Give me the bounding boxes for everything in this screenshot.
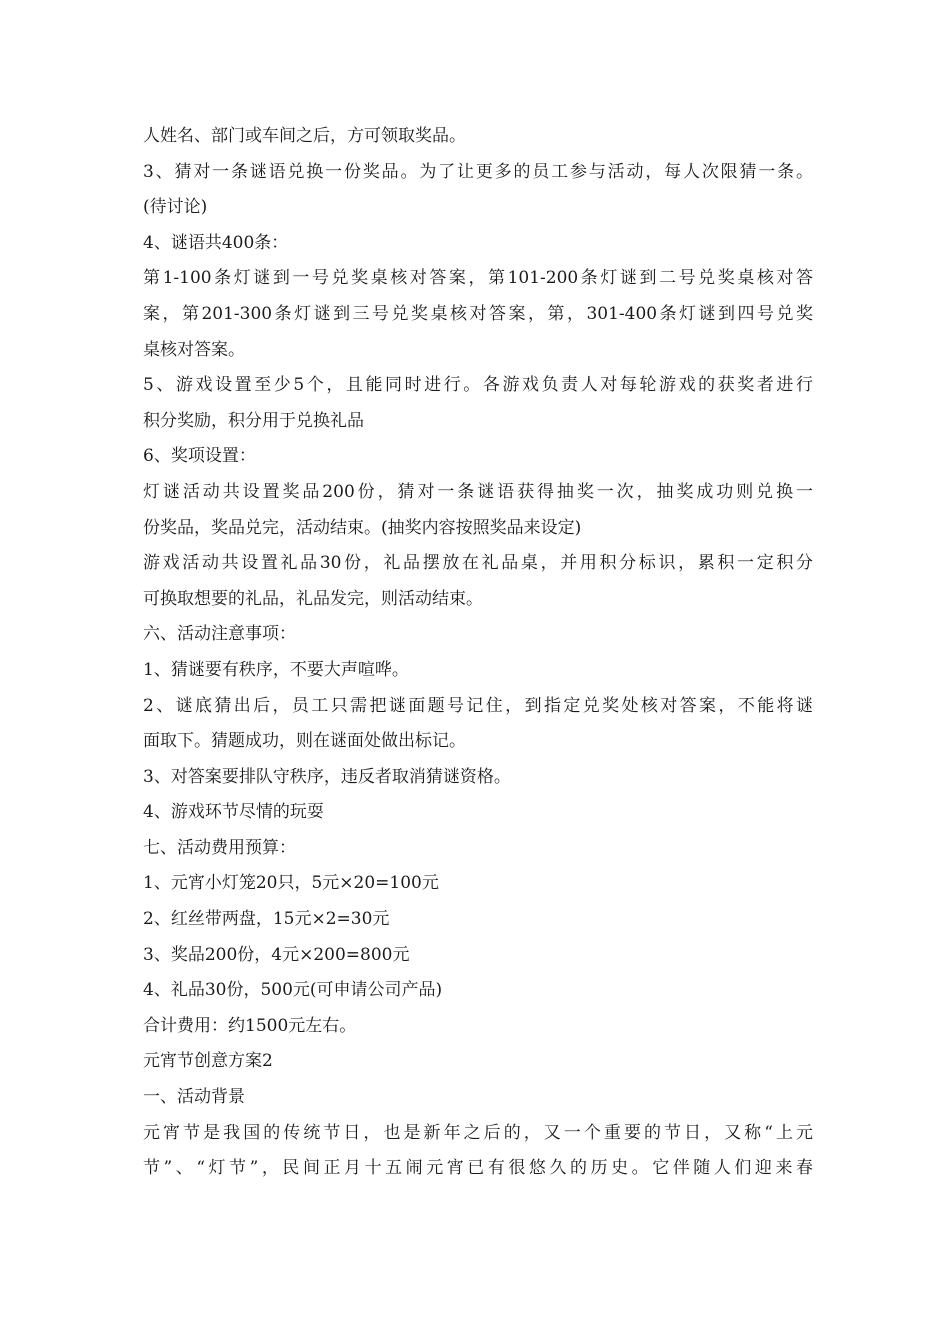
text-line-9: 积分奖励，积分用于兑换礼品 bbox=[143, 410, 364, 431]
plan-title-2: 元宵节创意方案2 bbox=[143, 1051, 273, 1072]
text-line-16: 1、猜谜要有秩序，不要大声喧哗。 bbox=[143, 659, 409, 680]
section-heading-7: 七、活动费用预算： bbox=[143, 837, 296, 858]
text-line-29: 元宵节是我国的传统节日，也是新年之后的，又一个重要的节日，又称“上元 bbox=[143, 1122, 813, 1143]
budget-item-4: 4、礼品30份，500元(可申请公司产品) bbox=[143, 980, 443, 1001]
budget-total: 合计费用：约1500元左右。 bbox=[143, 1015, 357, 1036]
text-line-5: 第1-100条灯谜到一号兑奖桌核对答案，第101-200条灯谜到二号兑奖桌核对答 bbox=[143, 268, 813, 289]
text-line-10: 6、奖项设置： bbox=[143, 446, 256, 467]
text-line-19: 3、对答案要排队守秩序，违反者取消猜谜资格。 bbox=[143, 766, 511, 787]
text-line-3: (待讨论) bbox=[143, 197, 208, 218]
text-line-13: 游戏活动共设置礼品30份，礼品摆放在礼品桌，并用积分标识，累积一定积分 bbox=[143, 553, 813, 574]
section-heading-1: 一、活动背景 bbox=[143, 1087, 245, 1108]
document-body bbox=[143, 119, 813, 1187]
text-line-18: 面取下。猜题成功，则在谜面处做出标记。 bbox=[143, 731, 466, 752]
text-line-6: 案，第201-300条灯谜到三号兑奖桌核对答案，第，301-400条灯谜到四号兑奖 bbox=[143, 303, 813, 324]
section-heading-6: 六、活动注意事项： bbox=[143, 624, 296, 645]
text-line-12: 份奖品，奖品兑完，活动结束。(抽奖内容按照奖品来设定) bbox=[143, 517, 582, 538]
text-line-11: 灯谜活动共设置奖品200份，猜对一条谜语获得抽奖一次，抽奖成功则兑换一 bbox=[143, 481, 813, 502]
budget-item-3: 3、奖品200份，4元×200=800元 bbox=[143, 944, 410, 965]
text-line-8: 5、游戏设置至少5个，且能同时进行。各游戏负责人对每轮游戏的获奖者进行 bbox=[143, 375, 813, 396]
text-line-20: 4、游戏环节尽情的玩耍 bbox=[143, 802, 324, 823]
budget-item-2: 2、红丝带两盘，15元×2=30元 bbox=[143, 909, 390, 930]
text-line-4: 4、谜语共400条： bbox=[143, 232, 289, 253]
text-line-2: 3、猜对一条谜语兑换一份奖品。为了让更多的员工参与活动，每人次限猜一条。 bbox=[143, 161, 813, 182]
text-line-14: 可换取想要的礼品，礼品发完，则活动结束。 bbox=[143, 588, 483, 609]
text-line-30: 节”、“灯节”，民间正月十五闹元宵已有很悠久的历史。它伴随人们迎来春 bbox=[143, 1158, 813, 1179]
budget-item-1: 1、元宵小灯笼20只，5元×20=100元 bbox=[143, 873, 439, 894]
text-line-1: 人姓名、部门或车间之后，方可领取奖品。 bbox=[143, 126, 466, 146]
text-line-17: 2、谜底猜出后，员工只需把谜面题号记住，到指定兑奖处核对答案，不能将谜 bbox=[143, 695, 813, 716]
text-line-7: 桌核对答案。 bbox=[143, 339, 245, 360]
